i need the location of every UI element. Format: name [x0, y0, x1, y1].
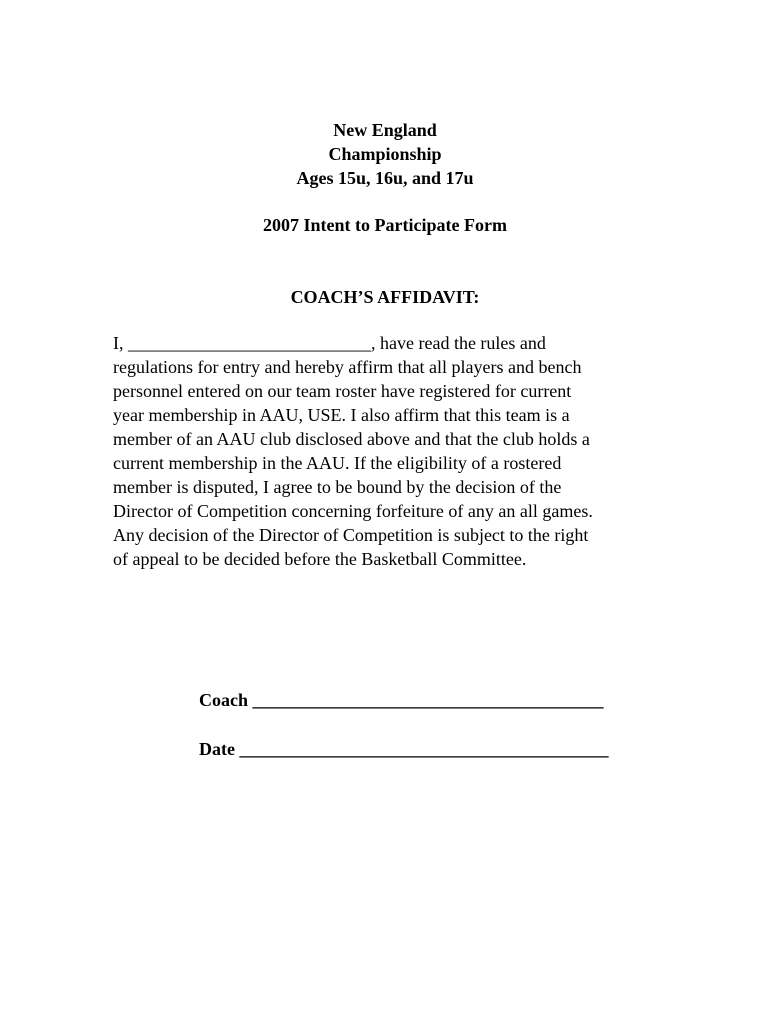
affidavit-line: member of an AAU club disclosed above and that the club holds a — [113, 429, 590, 449]
header-line-ages: Ages 15u, 16u, and 17u — [296, 168, 474, 188]
coach-signature-row — [199, 688, 604, 712]
date-line: _________________________________________ — [239, 739, 609, 759]
date-row — [199, 737, 608, 761]
form-title: 2007 Intent to Participate Form — [263, 215, 507, 235]
affidavit-line: regulations for entry and hereby affirm that all players and bench — [113, 357, 582, 377]
header-line-event: Championship — [328, 144, 442, 164]
affidavit-line: member is disputed, I agree to be bound by the decision of the — [113, 477, 562, 497]
affidavit-line: Director of Competition concerning forfeiture of any an all games. — [113, 501, 593, 521]
affidavit-line: year membership in AAU, USE. I also affirm that this team is a — [113, 405, 570, 425]
header-line-organization: New England — [333, 120, 437, 140]
event-header — [0, 118, 770, 190]
coach-label: Coach — [199, 690, 253, 710]
affidavit-line: Any decision of the Director of Competition is subject to the right — [113, 525, 589, 545]
affidavit-line: I, ___________________________, have read the rules and — [113, 333, 546, 353]
affidavit-body — [113, 331, 673, 571]
affidavit-line: current membership in the AAU. If the eligibility of a rostered — [113, 453, 562, 473]
coach-signature-line: _______________________________________ — [252, 690, 604, 710]
affidavit-line: personnel entered on our team roster have registered for current — [113, 381, 572, 401]
date-label: Date — [199, 739, 240, 759]
affidavit-line: of appeal to be decided before the Basketball Committee. — [113, 549, 527, 569]
affidavit-title: COACH’S AFFIDAVIT: — [290, 287, 480, 307]
